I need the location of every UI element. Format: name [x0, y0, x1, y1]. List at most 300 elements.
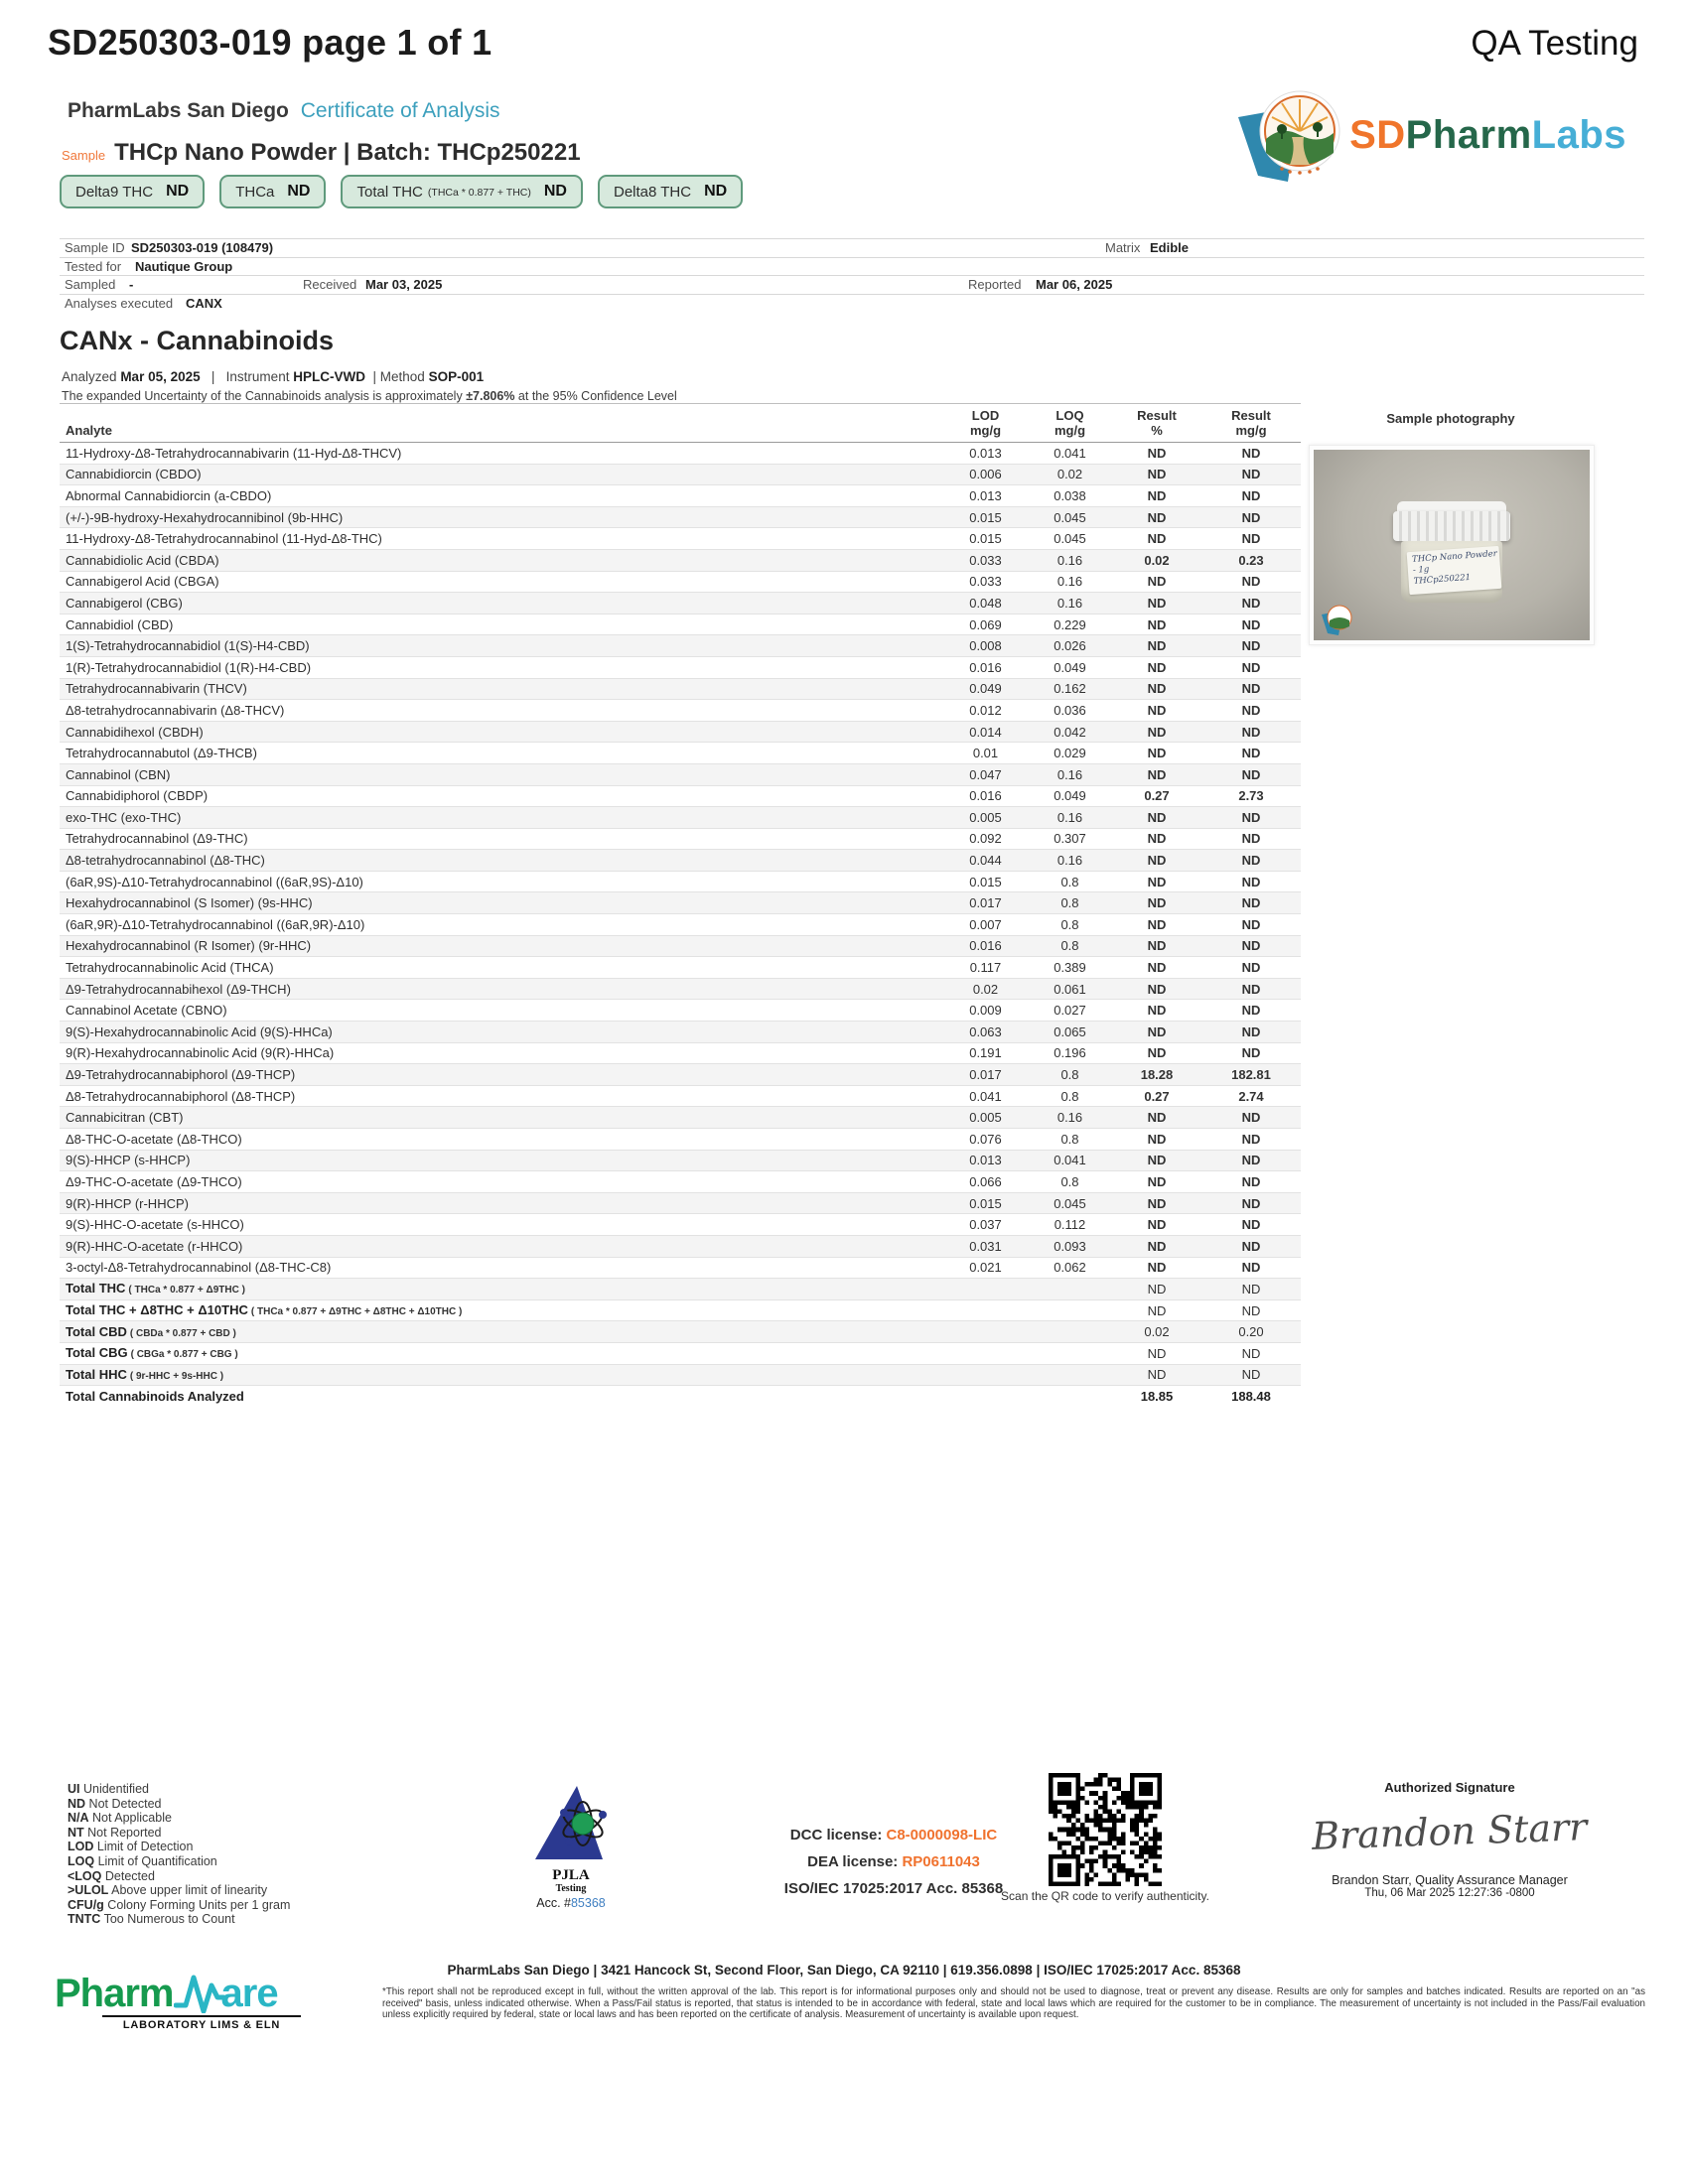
sampled-value: -: [129, 277, 134, 292]
legend-abbr: NT: [68, 1825, 84, 1840]
result-pct: ND: [1112, 1235, 1201, 1257]
result-mgg: ND: [1201, 871, 1301, 892]
pharmlabs-emblem-icon: [1232, 83, 1343, 187]
result-pct: ND: [1112, 1042, 1201, 1064]
result-pct: ND: [1112, 678, 1201, 700]
qr-caption: Scan the QR code to verify authenticity.: [1001, 1889, 1209, 1903]
total-name: [60, 1342, 943, 1364]
table-row: [60, 785, 1301, 807]
lod-value: 0.015: [943, 1192, 1028, 1214]
qa-testing-label: QA Testing: [1471, 24, 1638, 63]
loq-value: 0.049: [1028, 656, 1112, 678]
dea-license-label: DEA license:: [807, 1853, 903, 1870]
signature-timestamp: Thu, 06 Mar 2025 12:27:36 -0800: [1364, 1887, 1535, 1899]
table-row: [60, 678, 1301, 700]
authorized-signature-block: [1281, 1780, 1618, 1899]
legend-item: >ULOL Above upper limit of linearity: [68, 1883, 268, 1898]
loq-value: 0.8: [1028, 1129, 1112, 1151]
badge-value: ND: [543, 183, 567, 200]
pjla-accreditation: [496, 1780, 645, 1912]
total-label: Total HHC: [66, 1366, 127, 1382]
total-label: Total CBD: [66, 1323, 127, 1339]
analyte-name: Δ8-THC-O-acetate (Δ8-THCO): [60, 1129, 943, 1151]
pjla-acc-number: 85368: [570, 1896, 606, 1910]
lod-value: 0.013: [943, 1150, 1028, 1171]
loq-value: 0.062: [1028, 1257, 1112, 1279]
lod-value: 0.005: [943, 1107, 1028, 1129]
result-mgg: ND: [1201, 1129, 1301, 1151]
total-pct: ND: [1112, 1279, 1201, 1300]
uncertainty-note: [62, 389, 677, 403]
sdpharmlabs-wordmark: [1349, 113, 1626, 158]
lod-value: 0.066: [943, 1171, 1028, 1193]
result-mgg: ND: [1201, 957, 1301, 979]
total-row: [60, 1279, 1301, 1300]
analyte-name: Tetrahydrocannabivarin (THCV): [60, 678, 943, 700]
table-row: [60, 763, 1301, 785]
result-pct: ND: [1112, 485, 1201, 507]
result-pct: ND: [1112, 763, 1201, 785]
analyte-name: 11-Hydroxy-Δ8-Tetrahydrocannabinol (11-Hyd-Δ8-THC): [60, 528, 943, 550]
loq-value: 0.389: [1028, 957, 1112, 979]
lod-value: 0.037: [943, 1214, 1028, 1236]
loq-value: 0.8: [1028, 1064, 1112, 1086]
table-row: [60, 1129, 1301, 1151]
analyte-name: Cannabidiorcin (CBDO): [60, 464, 943, 485]
abbreviation-legend: [68, 1782, 290, 1927]
lod-value: 0.191: [943, 1042, 1028, 1064]
table-row: [60, 614, 1301, 635]
analyte-name: 1(R)-Tetrahydrocannabidiol (1(R)-H4-CBD): [60, 656, 943, 678]
badge-label: Delta9 THC: [75, 183, 154, 201]
result-mgg: ND: [1201, 678, 1301, 700]
analyte-name: Abnormal Cannabidiorcin (a-CBDO): [60, 485, 943, 507]
result-pct: ND: [1112, 1192, 1201, 1214]
lod-value: 0.016: [943, 785, 1028, 807]
loq-value: 0.196: [1028, 1042, 1112, 1064]
logo-pharm-text: Pharm: [1405, 112, 1532, 157]
analyte-name: 9(S)-HHC-O-acetate (s-HHCO): [60, 1214, 943, 1236]
legend-abbr: LOQ: [68, 1853, 95, 1868]
analyte-name: Cannabidihexol (CBDH): [60, 721, 943, 743]
result-mgg: ND: [1201, 850, 1301, 872]
col-loq: LOQ mg/g: [1028, 404, 1112, 443]
table-row: [60, 700, 1301, 722]
jar-body: [1401, 541, 1502, 603]
uncertainty-value: ±7.806%: [466, 389, 515, 403]
total-row: [60, 1364, 1301, 1386]
legend-item: ND Not Detected: [68, 1796, 162, 1811]
analyte-name: Δ9-Tetrahydrocannabiphorol (Δ9-THCP): [60, 1064, 943, 1086]
lod-value: 0.02: [943, 978, 1028, 1000]
legend-item: TNTC Too Numerous to Count: [68, 1912, 235, 1927]
summary-badge: [598, 175, 743, 208]
total-mgg: ND: [1201, 1299, 1301, 1321]
result-mgg: ND: [1201, 1257, 1301, 1279]
result-pct: ND: [1112, 978, 1201, 1000]
result-mgg: ND: [1201, 1235, 1301, 1257]
loq-value: 0.038: [1028, 485, 1112, 507]
instrument-value: HPLC-VWD: [293, 369, 365, 384]
result-mgg: 2.73: [1201, 785, 1301, 807]
signer-name-title: Brandon Starr, Quality Assurance Manager: [1332, 1873, 1568, 1887]
analyte-name: Cannabinol (CBN): [60, 763, 943, 785]
loq-value: 0.036: [1028, 700, 1112, 722]
result-mgg: 182.81: [1201, 1064, 1301, 1086]
analyte-name: Hexahydrocannabinol (R Isomer) (9r-HHC): [60, 935, 943, 957]
uncertainty-text: at the 95% Confidence Level: [514, 389, 677, 403]
result-pct: ND: [1112, 1214, 1201, 1236]
table-row: [60, 635, 1301, 657]
summary-badge: [219, 175, 326, 208]
table-row: [60, 593, 1301, 614]
result-pct: ND: [1112, 1107, 1201, 1129]
table-row: [60, 1192, 1301, 1214]
lod-value: 0.047: [943, 763, 1028, 785]
legend-item: LOD Limit of Detection: [68, 1840, 194, 1854]
uncertainty-text: The expanded Uncertainty of the Cannabinoids analysis is approximately: [62, 389, 467, 403]
pjla-name: PJLA: [552, 1867, 590, 1883]
table-row: [60, 464, 1301, 485]
sample-info-row: [60, 294, 1644, 313]
col-lod: LOD mg/g: [943, 404, 1028, 443]
lab-name: PharmLabs San Diego: [68, 99, 289, 122]
sample-info-row: [60, 238, 1644, 257]
svg-text:Brandon Starr: Brandon Starr: [1311, 1805, 1589, 1858]
reported-label: Reported: [968, 277, 1022, 292]
lod-value: 0.014: [943, 721, 1028, 743]
result-mgg: ND: [1201, 464, 1301, 485]
loq-value: 0.16: [1028, 850, 1112, 872]
result-pct: ND: [1112, 743, 1201, 764]
lod-value: 0.008: [943, 635, 1028, 657]
pjla-sub: Testing: [555, 1883, 587, 1894]
result-pct: ND: [1112, 892, 1201, 914]
lod-value: 0.031: [943, 1235, 1028, 1257]
matrix-label: Matrix: [1105, 240, 1141, 255]
table-row: [60, 485, 1301, 507]
summary-badge: [60, 175, 205, 208]
loq-value: 0.045: [1028, 528, 1112, 550]
analyte-name: Tetrahydrocannabinolic Acid (THCA): [60, 957, 943, 979]
analyte-name: Tetrahydrocannabutol (Δ9-THCB): [60, 743, 943, 764]
table-row: [60, 1257, 1301, 1279]
cannabinoids-table: [60, 403, 1301, 1407]
legend-item: LOQ Limit of Quantification: [68, 1853, 217, 1868]
table-row: [60, 935, 1301, 957]
total-mgg: ND: [1201, 1364, 1301, 1386]
table-row: [60, 743, 1301, 764]
loq-value: 0.049: [1028, 785, 1112, 807]
total-formula: ( THCa * 0.877 + Δ9THC + Δ8THC + Δ10THC ): [250, 1306, 463, 1318]
total-row: [60, 1342, 1301, 1364]
result-mgg: ND: [1201, 935, 1301, 957]
badge-formula: (THCa * 0.877 + THC): [427, 187, 531, 199]
lod-value: 0.092: [943, 828, 1028, 850]
badge-value: ND: [166, 183, 190, 200]
result-mgg: ND: [1201, 485, 1301, 507]
analyte-name: Δ8-Tetrahydrocannabiphorol (Δ8-THCP): [60, 1085, 943, 1107]
badge-label: Delta8 THC: [613, 183, 692, 201]
result-mgg: ND: [1201, 1171, 1301, 1193]
result-pct: ND: [1112, 850, 1201, 872]
total-mgg: ND: [1201, 1342, 1301, 1364]
analyte-name: 9(S)-Hexahydrocannabinolic Acid (9(S)-HHCa): [60, 1022, 943, 1043]
legend-item: UI Unidentified: [68, 1782, 149, 1796]
lod-value: 0.015: [943, 506, 1028, 528]
grand-total-mgg: 188.48: [1201, 1386, 1301, 1407]
analyte-name: 9(S)-HHCP (s-HHCP): [60, 1150, 943, 1171]
table-row: [60, 871, 1301, 892]
analyte-name: Tetrahydrocannabinol (Δ9-THC): [60, 828, 943, 850]
result-mgg: ND: [1201, 700, 1301, 722]
result-pct: ND: [1112, 656, 1201, 678]
dea-license-value: RP0611043: [902, 1853, 980, 1870]
analyzed-date: Mar 05, 2025: [120, 369, 201, 384]
result-mgg: ND: [1201, 593, 1301, 614]
pharmware-are-text: are: [220, 1972, 278, 2015]
result-mgg: ND: [1201, 892, 1301, 914]
result-mgg: 0.23: [1201, 549, 1301, 571]
result-mgg: ND: [1201, 978, 1301, 1000]
analyte-name: 9(R)-HHCP (r-HHCP): [60, 1192, 943, 1214]
loq-value: 0.061: [1028, 978, 1112, 1000]
result-mgg: ND: [1201, 1107, 1301, 1129]
loq-value: 0.041: [1028, 443, 1112, 465]
analyte-name: Cannabidiolic Acid (CBDA): [60, 549, 943, 571]
certificate-of-analysis-label: Certificate of Analysis: [300, 99, 500, 122]
table-row: [60, 892, 1301, 914]
legend-abbr: >ULOL: [68, 1883, 109, 1898]
result-pct: ND: [1112, 464, 1201, 485]
sample-id-value: SD250303-019 (108479): [131, 240, 274, 255]
result-mgg: ND: [1201, 807, 1301, 829]
pjla-acc-prefix: Acc. #: [536, 1896, 571, 1910]
result-pct: ND: [1112, 871, 1201, 892]
lod-value: 0.012: [943, 700, 1028, 722]
result-pct: ND: [1112, 571, 1201, 593]
logo-sd-text: SD: [1349, 112, 1406, 157]
result-pct: ND: [1112, 443, 1201, 465]
lab-address-line: PharmLabs San Diego | 3421 Hancock St, Second Floor, San Diego, CA 92110 | 619.356.0898 | ISO/IEC 17025:2017 Acc. 85368: [447, 1963, 1241, 1978]
badge-value: ND: [287, 183, 311, 200]
lod-value: 0.01: [943, 743, 1028, 764]
loq-value: 0.112: [1028, 1214, 1112, 1236]
reported-value: Mar 06, 2025: [1036, 277, 1113, 292]
verification-qr-code: [1049, 1773, 1162, 1886]
legend-abbr: LOD: [68, 1840, 94, 1854]
result-mgg: ND: [1201, 828, 1301, 850]
result-mgg: ND: [1201, 635, 1301, 657]
result-mgg: ND: [1201, 528, 1301, 550]
analysis-meta-line: [62, 369, 484, 384]
qr-code-icon: [1049, 1773, 1162, 1886]
analyte-name: 3-octyl-Δ8-Tetrahydrocannabinol (Δ8-THC-C8): [60, 1257, 943, 1279]
sample-photography-header: Sample photography: [1386, 411, 1515, 426]
total-mgg: 0.20: [1201, 1321, 1301, 1343]
analyte-name: Δ8-tetrahydrocannabinol (Δ8-THC): [60, 850, 943, 872]
loq-value: 0.8: [1028, 1085, 1112, 1107]
pharmware-tagline: LABORATORY LIMS & ELN: [102, 2015, 301, 2031]
table-row: [60, 656, 1301, 678]
total-name: [60, 1299, 943, 1321]
section-title: CANx - Cannabinoids: [60, 326, 335, 355]
table-row: [60, 850, 1301, 872]
total-mgg: ND: [1201, 1279, 1301, 1300]
result-pct: ND: [1112, 635, 1201, 657]
result-mgg: ND: [1201, 1192, 1301, 1214]
loq-value: 0.307: [1028, 828, 1112, 850]
lod-value: 0.013: [943, 485, 1028, 507]
col-result-pct: Result %: [1112, 404, 1201, 443]
result-pct: ND: [1112, 1000, 1201, 1022]
legend-item: CFU/g Colony Forming Units per 1 gram: [68, 1897, 291, 1912]
result-pct: ND: [1112, 506, 1201, 528]
analyte-name: Cannabidiol (CBD): [60, 614, 943, 635]
sample-info-row: [60, 257, 1644, 276]
table-row: [60, 1171, 1301, 1193]
loq-value: 0.8: [1028, 914, 1112, 936]
table-row: [60, 807, 1301, 829]
result-mgg: ND: [1201, 1022, 1301, 1043]
dea-license-line: [730, 1848, 1057, 1875]
table-row: [60, 914, 1301, 936]
lod-value: 0.063: [943, 1022, 1028, 1043]
analyte-name: Cannabigerol (CBG): [60, 593, 943, 614]
analyte-name: exo-THC (exo-THC): [60, 807, 943, 829]
result-mgg: ND: [1201, 743, 1301, 764]
loq-value: 0.229: [1028, 614, 1112, 635]
total-row: [60, 1299, 1301, 1321]
badge-label: Total THC: [356, 183, 423, 201]
received-value: Mar 03, 2025: [365, 277, 443, 292]
document-title: SD250303-019 page 1 of 1: [48, 22, 492, 63]
total-label: Total CBG: [66, 1345, 128, 1361]
result-mgg: ND: [1201, 614, 1301, 635]
loq-value: 0.026: [1028, 635, 1112, 657]
legend-abbr: TNTC: [68, 1912, 101, 1927]
result-mgg: ND: [1201, 763, 1301, 785]
loq-value: 0.045: [1028, 506, 1112, 528]
table-header-row: [60, 404, 1301, 443]
total-pct: ND: [1112, 1299, 1201, 1321]
loq-value: 0.029: [1028, 743, 1112, 764]
loq-value: 0.045: [1028, 1192, 1112, 1214]
sample-info-table: [60, 238, 1644, 312]
legend-abbr: UI: [68, 1782, 80, 1796]
lod-value: 0.117: [943, 957, 1028, 979]
table-row: [60, 1022, 1301, 1043]
legend-abbr: ND: [68, 1796, 86, 1811]
grand-total-name: Total Cannabinoids Analyzed: [60, 1386, 943, 1407]
jar-label-line2: THCp250221: [1413, 572, 1472, 587]
lod-value: 0.005: [943, 807, 1028, 829]
result-pct: ND: [1112, 1129, 1201, 1151]
lod-value: 0.076: [943, 1129, 1028, 1151]
result-pct: 0.27: [1112, 785, 1201, 807]
lod-value: 0.033: [943, 549, 1028, 571]
lod-value: 0.016: [943, 656, 1028, 678]
loq-value: 0.8: [1028, 935, 1112, 957]
loq-value: 0.16: [1028, 1107, 1112, 1129]
analyzed-label: Analyzed: [62, 369, 117, 384]
legend-abbr: N/A: [68, 1811, 89, 1826]
total-label: Total THC: [66, 1281, 126, 1297]
result-pct: ND: [1112, 614, 1201, 635]
sample-title-line: [62, 139, 581, 167]
authorized-signature-heading: Authorized Signature: [1384, 1780, 1515, 1795]
result-pct: ND: [1112, 935, 1201, 957]
sample-photo: [1309, 445, 1595, 645]
total-name: [60, 1279, 943, 1300]
result-pct: ND: [1112, 828, 1201, 850]
analyte-name: 11-Hydroxy-Δ8-Tetrahydrocannabivarin (11-Hyd-Δ8-THCV): [60, 443, 943, 465]
table-row: [60, 571, 1301, 593]
result-pct: 18.28: [1112, 1064, 1201, 1086]
report-disclaimer: *This report shall not be reproduced except in full, without the written approval of the lab. This report is for informational purposes only and should not be used to diagnose, treat or prevent any disease. Results are only for samples and batches indicated. Results are reported on an "as received" basis, unless indicated otherwise. When a Pass/Fail status is reported, that status is intended to be in accordance with federal, state and local laws which are required for the customer to be in compliance. The measurement of uncertainty is not included in the Pass/Fail evaluation unless explicitly required by federal, state or local laws and has been reported on the certificate of analysis. Measurement of uncertainty is available upon request.: [382, 1986, 1645, 2021]
result-mgg: ND: [1201, 914, 1301, 936]
lod-value: 0.007: [943, 914, 1028, 936]
total-formula: ( CBGa * 0.877 + CBG ): [130, 1349, 238, 1361]
total-formula: ( THCa * 0.877 + Δ9THC ): [128, 1285, 245, 1297]
loq-value: 0.8: [1028, 871, 1112, 892]
result-pct: ND: [1112, 721, 1201, 743]
table-row: [60, 1214, 1301, 1236]
total-formula: ( CBDa * 0.877 + CBD ): [129, 1327, 236, 1339]
summary-badge: [341, 175, 583, 208]
dcc-license-line: [730, 1822, 1057, 1848]
table-row: [60, 828, 1301, 850]
analyte-name: (6aR,9S)-Δ10-Tetrahydrocannabinol ((6aR,9S)-Δ10): [60, 871, 943, 892]
instrument-label: Instrument: [225, 369, 290, 384]
analyte-name: Δ9-THC-O-acetate (Δ9-THCO): [60, 1171, 943, 1193]
analyses-label: Analyses executed: [65, 295, 174, 311]
table-row: [60, 1150, 1301, 1171]
jar-handwritten-label: [1407, 546, 1502, 595]
analyte-name: Cannabicitran (CBT): [60, 1107, 943, 1129]
badge-value: ND: [704, 183, 728, 200]
legend-item: NT Not Reported: [68, 1825, 162, 1840]
method-value: SOP-001: [428, 369, 485, 384]
tested-for-value: Nautique Group: [135, 258, 233, 274]
col-result-mgg: Result mg/g: [1201, 404, 1301, 443]
separator: |: [211, 369, 215, 384]
col-analyte: Analyte: [60, 404, 943, 443]
loq-value: 0.16: [1028, 807, 1112, 829]
pharmware-wave-icon: [174, 1972, 225, 2013]
lod-value: 0.033: [943, 571, 1028, 593]
analyte-name: Δ9-Tetrahydrocannabihexol (Δ9-THCH): [60, 978, 943, 1000]
result-pct: 0.27: [1112, 1085, 1201, 1107]
result-pct: ND: [1112, 593, 1201, 614]
loq-value: 0.041: [1028, 1150, 1112, 1171]
lod-value: 0.048: [943, 593, 1028, 614]
lod-value: 0.021: [943, 1257, 1028, 1279]
lod-value: 0.009: [943, 1000, 1028, 1022]
lod-value: 0.015: [943, 871, 1028, 892]
result-mgg: ND: [1201, 1000, 1301, 1022]
loq-value: 0.16: [1028, 763, 1112, 785]
analyte-name: (6aR,9R)-Δ10-Tetrahydrocannabinol ((6aR,9R)-Δ10): [60, 914, 943, 936]
table-row: [60, 721, 1301, 743]
total-pct: ND: [1112, 1342, 1201, 1364]
total-formula: ( 9r-HHC + 9s-HHC ): [129, 1370, 224, 1382]
sdpharmlabs-logo: [1232, 83, 1626, 187]
analyte-name: Hexahydrocannabinol (S Isomer) (9s-HHC): [60, 892, 943, 914]
jar-label-line1: THCp Nano Powder - 1g: [1411, 548, 1498, 576]
loq-value: 0.093: [1028, 1235, 1112, 1257]
photo-watermark-icon: [1320, 603, 1353, 636]
